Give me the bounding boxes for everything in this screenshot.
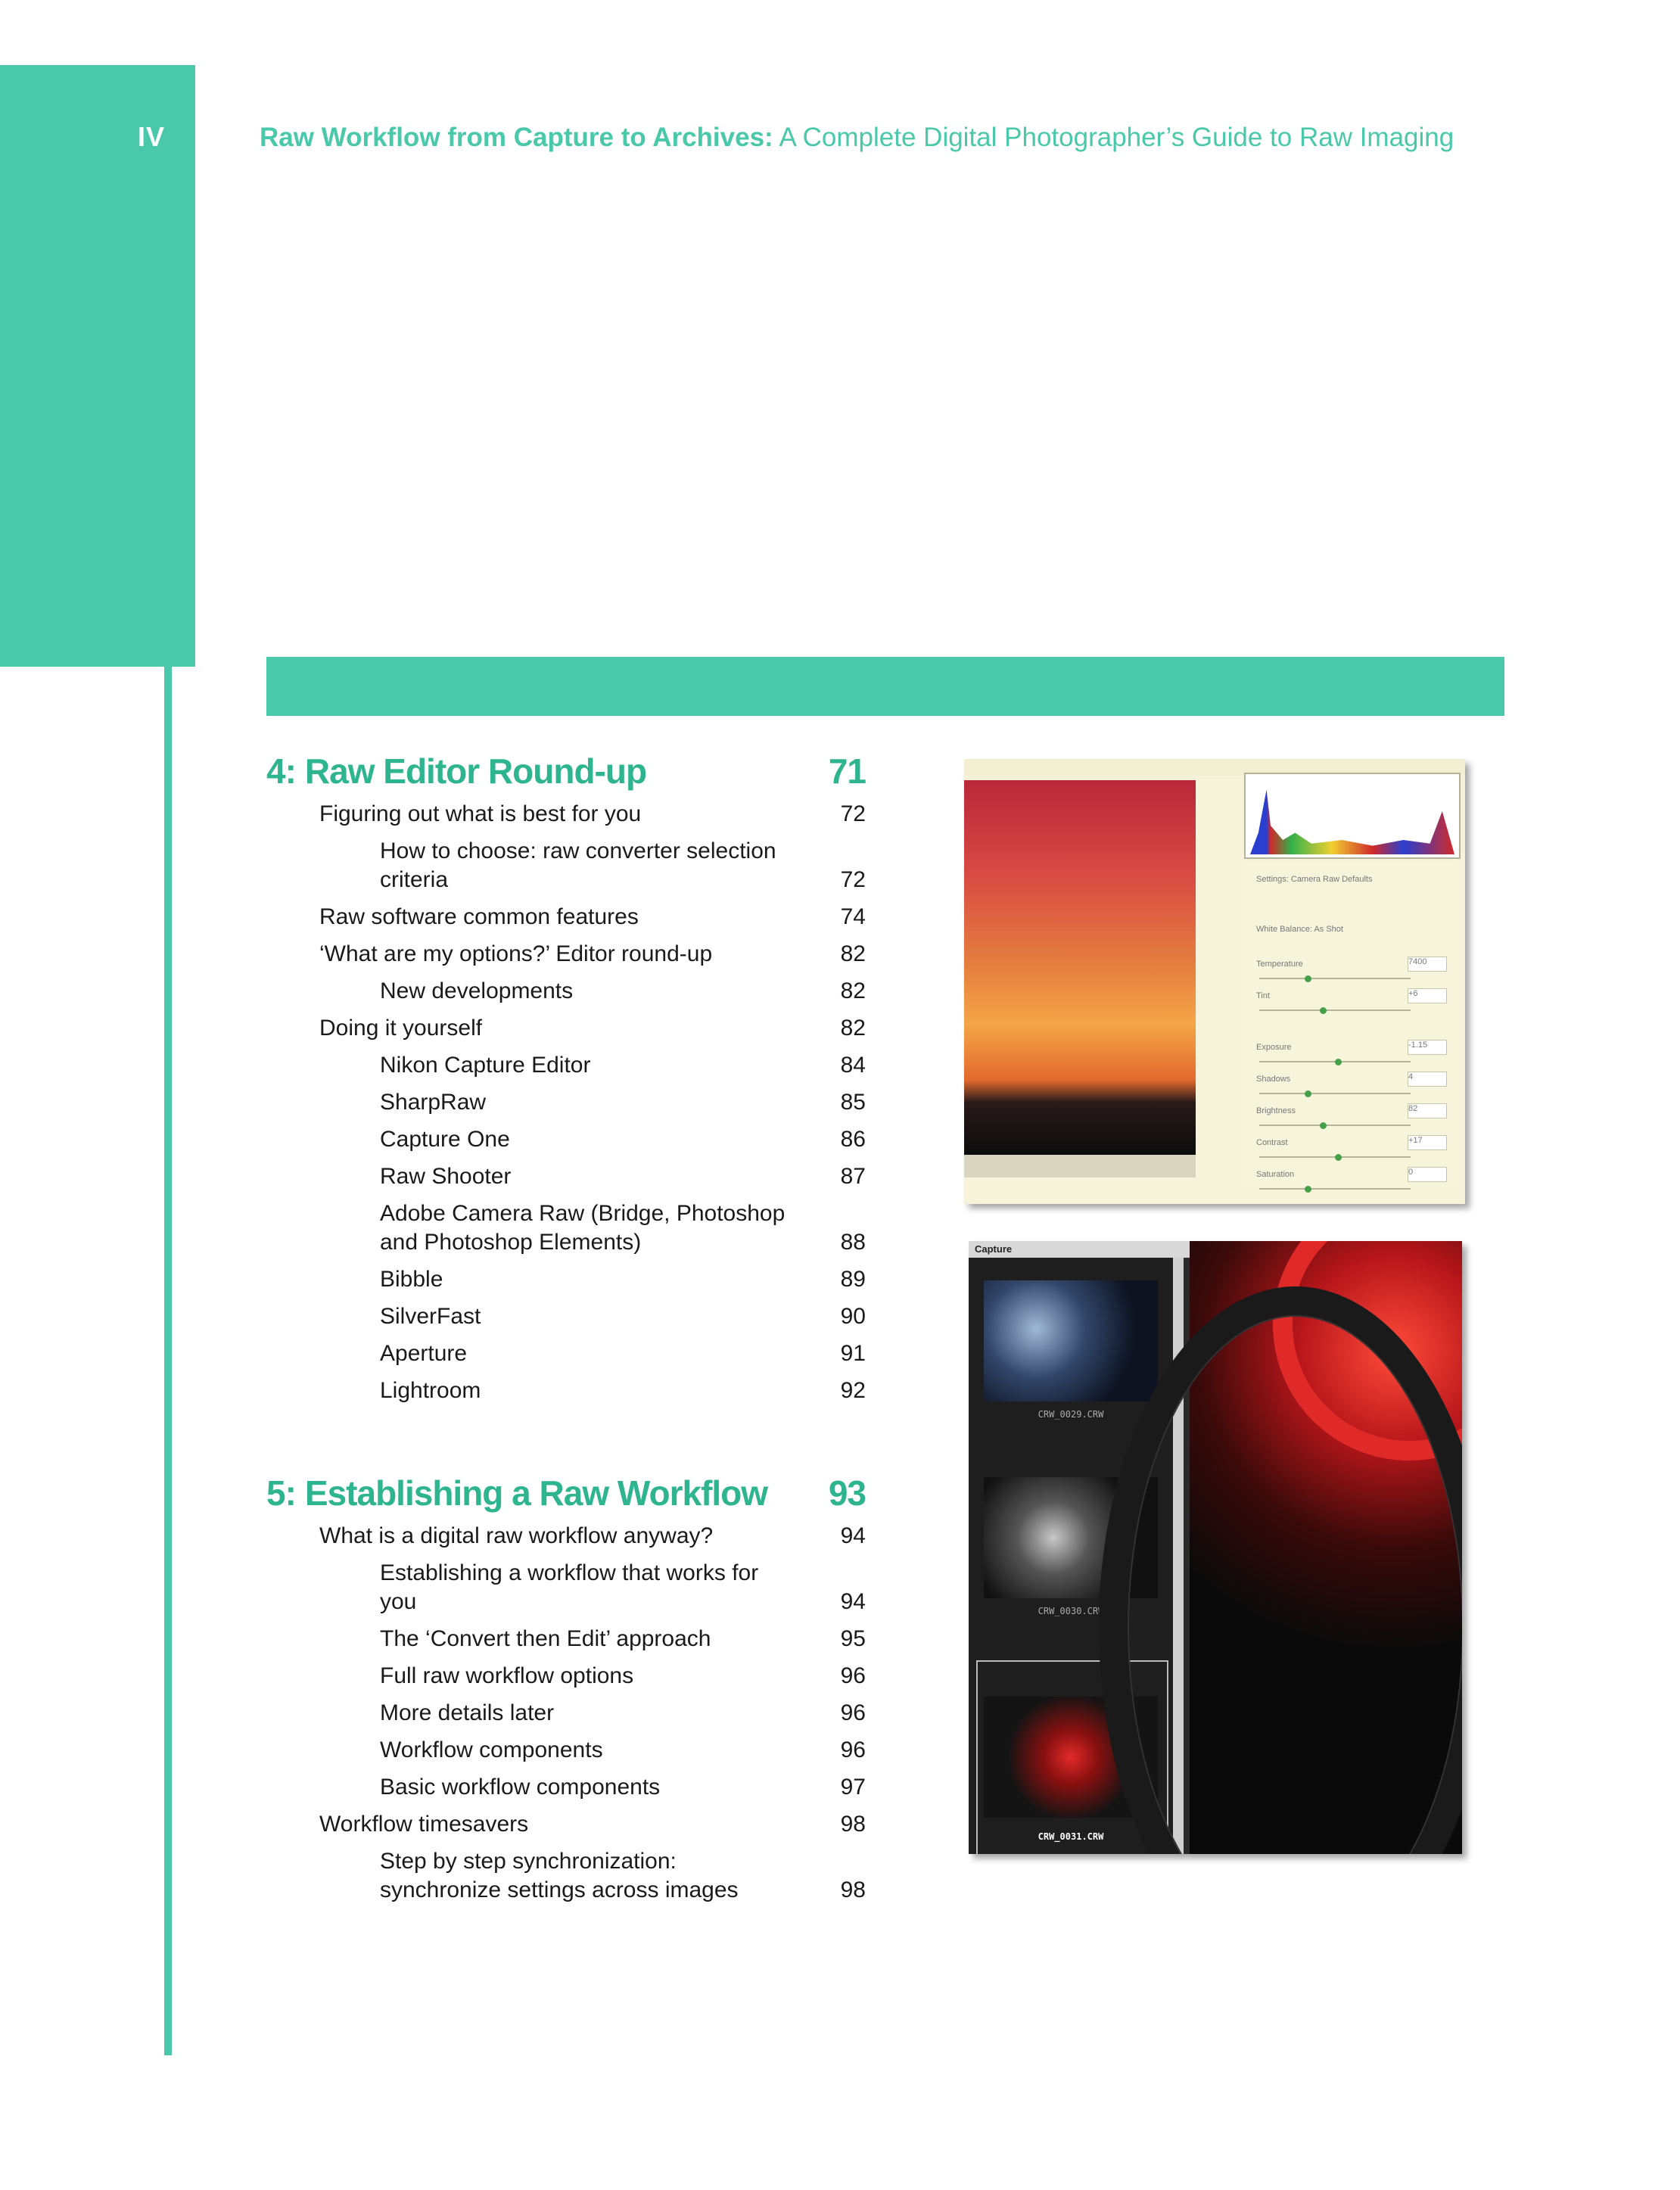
control-slider [1259, 1061, 1411, 1062]
toc-entry-title: New developments [380, 978, 574, 1003]
side-accent-rule [164, 667, 172, 2055]
toc-entry [266, 1773, 866, 1802]
toc-entry [266, 1088, 866, 1117]
toc-entry [266, 1625, 866, 1653]
toc-entry-page: 89 [840, 1267, 866, 1292]
toc-entry [266, 1339, 866, 1368]
toc-entry [266, 1522, 866, 1551]
toc-entry [266, 1125, 866, 1154]
white-balance-value: As Shot [1314, 925, 1343, 934]
sunset-preview-image [964, 780, 1196, 1155]
toc-entry-page: 88 [840, 1230, 866, 1255]
toc-entry-title: Capture One [380, 1127, 510, 1152]
toc-entry-title: Establishing a workflow that works for you [380, 1560, 759, 1614]
chapter-number: 4: [266, 751, 296, 791]
toc-entry-title: What is a digital raw workflow anyway? [319, 1523, 714, 1548]
control-slider [1259, 1093, 1411, 1094]
raw-editor-screenshot [964, 759, 1465, 1204]
toc-entry-title: Workflow timesavers [319, 1812, 529, 1837]
toc-entry [266, 1736, 866, 1765]
toc-entry-page: 97 [840, 1775, 866, 1800]
toc-entry-page: 72 [840, 867, 866, 892]
chapter-page: 93 [828, 1473, 866, 1513]
toc-entry-page: 94 [840, 1523, 866, 1548]
slider-knob [1335, 1154, 1342, 1161]
toc-entry-page: 85 [840, 1090, 866, 1115]
book-subtitle: A Complete Digital Photographer’s Guide to Raw Imaging [773, 123, 1454, 152]
settings-value: Camera Raw Defaults [1290, 875, 1373, 884]
control-slider [1259, 1188, 1411, 1190]
chapter-title: Establishing a Raw Workflow [304, 1473, 768, 1513]
toc-entry [266, 1810, 866, 1839]
toc-entry-page: 82 [840, 1016, 866, 1041]
side-accent-block [0, 65, 195, 667]
toc-entry-title: Workflow components [380, 1737, 603, 1762]
control-label: Temperature [1256, 960, 1303, 969]
book-title: Raw Workflow from Capture to Archives: [260, 123, 773, 152]
toc-entry-title: Lightroom [380, 1378, 481, 1403]
toc-entry-page: 74 [840, 904, 866, 929]
adjust-panel [1244, 861, 1458, 1187]
toc-entry [266, 1051, 866, 1080]
toc-entry-title: SilverFast [380, 1304, 481, 1329]
toc-chapter-5 [266, 1473, 866, 1905]
toc-entry-page: 82 [840, 941, 866, 966]
toc-entry-page: 82 [840, 978, 866, 1003]
toc-entry-title: Adobe Camera Raw (Bridge, Photoshop and Photoshop Elements) [380, 1201, 786, 1255]
toc-entry-page: 96 [840, 1700, 866, 1725]
thumbnail-caption: CRW_0030.CRW [1038, 1606, 1104, 1616]
toc-entry [266, 1014, 866, 1043]
chapter-page: 71 [828, 751, 866, 791]
toc-entry-title: More details later [380, 1700, 555, 1725]
toc-entry-page: 90 [840, 1304, 866, 1329]
control-label: Tint [1256, 991, 1270, 1000]
slider-knob [1320, 1007, 1327, 1014]
toc-entry [266, 940, 866, 969]
toc-entry [266, 977, 866, 1006]
settings-label: Settings: [1256, 875, 1289, 884]
toc-entry-page: 72 [840, 801, 866, 826]
control-label: Saturation [1256, 1170, 1295, 1179]
toc-entry-page: 92 [840, 1378, 866, 1403]
toc-entry-title: SharpRaw [380, 1090, 487, 1115]
control-value: 0 [1408, 1167, 1447, 1182]
control-value: 4 [1408, 1072, 1447, 1087]
control-value: +17 [1408, 1135, 1447, 1150]
toc-entry-page: 98 [840, 1877, 866, 1902]
thumbnail [984, 1280, 1158, 1401]
toc-entry-title: How to choose: raw converter selection criteria [380, 838, 776, 892]
toc-entry-page: 94 [840, 1589, 866, 1614]
page-folio: IV [138, 121, 166, 152]
toc-entry-title: Basic workflow components [380, 1775, 661, 1800]
control-slider [1259, 1156, 1411, 1158]
toc-entry [266, 1162, 866, 1191]
contents-band [266, 657, 1504, 716]
toc-entry-page: 86 [840, 1127, 866, 1152]
toc-entry [266, 1265, 866, 1294]
slider-knob [1305, 975, 1311, 982]
control-label: Contrast [1256, 1138, 1288, 1147]
toc-entry [266, 1199, 866, 1257]
toc-entry-title: Step by step synchronization: synchronize settings across images [380, 1849, 739, 1902]
control-label: Brightness [1256, 1106, 1296, 1115]
control-value: 82 [1408, 1103, 1447, 1118]
control-value: 7400 [1408, 957, 1447, 972]
toc-entry-page: 84 [840, 1053, 866, 1078]
toc-entry-title: Bibble [380, 1267, 443, 1292]
toc-entry [266, 1302, 866, 1331]
histogram [1244, 773, 1461, 859]
file-browser-screenshot [969, 1241, 1462, 1854]
control-label: Exposure [1256, 1043, 1292, 1052]
toc-entry [266, 1847, 866, 1905]
toc-entry [266, 1662, 866, 1691]
chapter-title: Raw Editor Round-up [304, 751, 647, 791]
toc-entry-title: Raw software common features [319, 904, 639, 929]
toc-entry [266, 903, 866, 932]
control-value: +6 [1408, 988, 1447, 1003]
toc-entry-page: 98 [840, 1812, 866, 1837]
toc-entry-title: Full raw workflow options [380, 1663, 634, 1688]
preview-status-bar [964, 1155, 1196, 1177]
chapter-heading [266, 1473, 866, 1513]
thumbnail-caption: CRW_0029.CRW [1038, 1409, 1104, 1420]
toc-entry-page: 91 [840, 1341, 866, 1366]
slider-knob [1335, 1059, 1342, 1065]
toc-entry-page: 96 [840, 1663, 866, 1688]
control-slider [1259, 1125, 1411, 1126]
toc-entry-title: Aperture [380, 1341, 468, 1366]
toc-entry-page: 96 [840, 1737, 866, 1762]
running-head [260, 123, 1454, 153]
toc-entry-title: Nikon Capture Editor [380, 1053, 591, 1078]
toc-chapter-4 [266, 751, 866, 1405]
slider-knob [1305, 1186, 1311, 1193]
chapter-number: 5: [266, 1473, 296, 1513]
toc-entry-title: Raw Shooter [380, 1164, 512, 1189]
toc-entry [266, 800, 866, 829]
control-label: Shadows [1256, 1075, 1291, 1084]
toc-entry [266, 1559, 866, 1616]
control-slider [1259, 1009, 1411, 1011]
browser-tab-label: Capture [975, 1243, 1013, 1255]
toc-entry [266, 1377, 866, 1405]
slider-knob [1320, 1122, 1327, 1129]
white-balance-label: White Balance: [1256, 925, 1312, 934]
control-slider [1259, 978, 1411, 979]
control-value: -1.15 [1408, 1040, 1447, 1055]
large-preview-image [1190, 1241, 1462, 1854]
thumbnail-caption: CRW_0031.CRW [1038, 1831, 1104, 1842]
chapter-heading [266, 751, 866, 792]
toc-entry-title: Figuring out what is best for you [319, 801, 642, 826]
toc-entry-page: 95 [840, 1626, 866, 1651]
toc-entry [266, 1699, 866, 1728]
toc-entry-title: ‘What are my options?’ Editor round-up [319, 941, 713, 966]
toc-entry-title: The ‘Convert then Edit’ approach [380, 1626, 711, 1651]
toc-entry-page: 87 [840, 1164, 866, 1189]
toc-entry [266, 837, 866, 894]
toc-entry-title: Doing it yourself [319, 1016, 483, 1041]
slider-knob [1305, 1090, 1311, 1097]
